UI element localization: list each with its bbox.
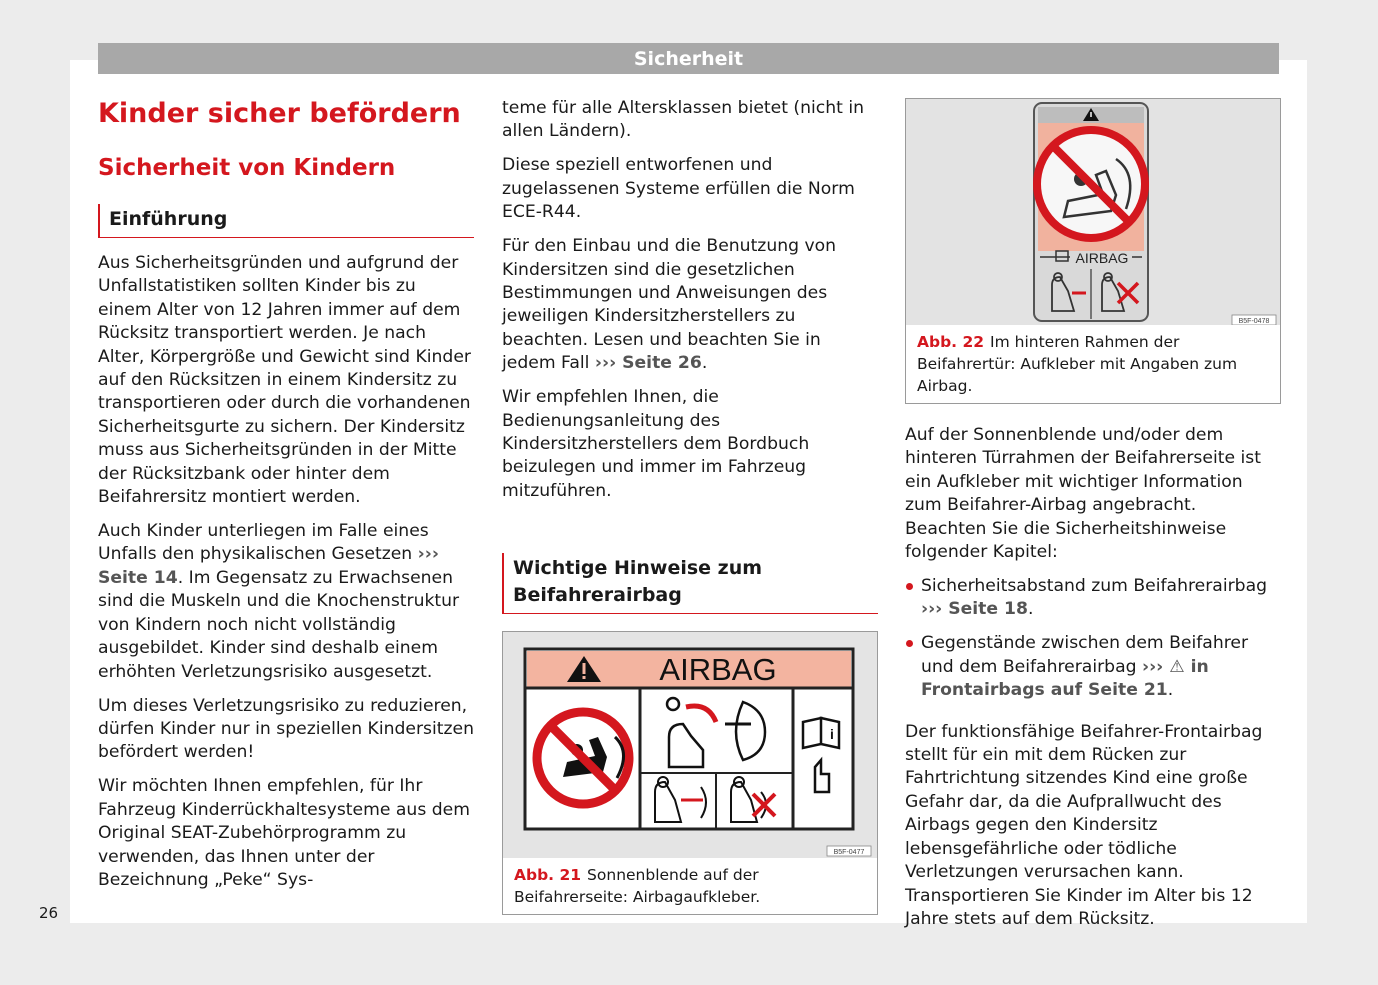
page-reference-link[interactable]: ››› Seite 18 [921, 599, 1028, 620]
paragraph: Wir möchten Ihnen empfehlen, für Ihr Fahrzeug Kinderrückhaltesysteme aus dem Original SEAT-Zubehörprogramm zu verwenden, das Ihnen unter der Bezeichnung „Peke“ Sys- [98, 776, 470, 890]
figure-label: Abb. 21 [514, 866, 582, 885]
figure-caption-text: Sonnenblende auf der Beifahrerseite: Airbagaufkleber. [514, 866, 761, 907]
text: . [1027, 599, 1034, 620]
list-item [905, 575, 1281, 622]
text: Für den Einbau und die Benutzung von Kindersitzen sind die gesetzlichen Bestimmungen und Anweisungen des jeweiligen Kindersitzherstellers zu beachten. Lesen und beachten Sie in jedem Fall [502, 236, 837, 374]
text: Gegenstände zwischen dem Beifahrer und dem Beifahrerairbag [921, 633, 1249, 677]
paragraph: teme für alle Altersklassen bietet (nicht in allen Ländern). [502, 98, 865, 142]
airbag-sticker-image [503, 632, 877, 858]
chapter-header: Sicherheit [98, 43, 1279, 74]
airbag-sticker-label: AIRBAG [659, 652, 777, 688]
text: . [701, 353, 708, 374]
no-rear-facing-child-seat-icon [537, 712, 629, 804]
page-title: Kinder sicher befördern [98, 98, 461, 129]
page-subtitle: Sicherheit von Kindern [98, 155, 396, 181]
column-3 [905, 98, 1281, 942]
door-frame-sticker-image [906, 99, 1280, 325]
figure-22-caption [906, 325, 1280, 403]
figure-code: B5F-0477 [833, 849, 865, 857]
page-reference-link[interactable]: ››› ⚠ in Frontairbags auf Seite 21 [921, 656, 1209, 701]
svg-text:i: i [830, 726, 834, 743]
airbag-sticker-label: AIRBAG [1075, 250, 1129, 266]
paragraph: Aus Sicherheitsgründen und aufgrund der Unfallstatistiken sollten Kinder bis zu einem Alter von 12 Jahren immer auf dem Rücksitz transportiert werden. Je nach Alter, Körpergröße und Gewicht sind Kinder auf den Rücksitzen in einem Kindersitz zu transportieren oder durch die vorhandenen Sicherheitsgurte zu sichern. Der Kindersitz muss aus Sicherheitsgründen in der Mitte der Rücksitzbank oder hinter dem Beifahrersitz montiert werden. [98, 253, 471, 508]
text: Sicherheitsabstand zum Beifahrerairbag [921, 576, 1268, 597]
paragraph: Diese speziell entworfenen und zugelassenen Systeme erfüllen die Norm ECE-R44. [502, 155, 855, 223]
figure-21-caption [503, 858, 877, 914]
section-heading-beifahrerairbag: Wichtige Hinweise zum Beifahrerairbag [502, 553, 878, 614]
page-reference-link[interactable]: ››› Seite 14 [98, 544, 439, 588]
column-2 [502, 97, 878, 915]
paragraph: Auf der Sonnenblende und/oder dem hinteren Türrahmen der Beifahrerseite ist ein Aufkleber mit wichtiger Information zum Beifahrer-Airbag angebracht. Beachten Sie die Sicherheitshinweise folgender Kapitel: [905, 425, 1261, 563]
text: . [1167, 680, 1174, 701]
figure-22 [905, 98, 1281, 404]
paragraph [98, 520, 474, 684]
figure-code: B5F-0478 [1238, 318, 1270, 325]
paragraph [502, 235, 878, 375]
list-item [905, 632, 1281, 702]
page-number: 26 [39, 904, 59, 922]
section-heading-einfuehrung: Einführung [98, 204, 474, 238]
no-rear-facing-child-seat-icon [1037, 130, 1145, 238]
page-reference-link[interactable]: ››› Seite 26 [594, 353, 702, 374]
text: Auch Kinder unterliegen im Falle eines Unfalls den physikalischen Gesetzen [98, 521, 429, 565]
airbag-sticker-graphic [503, 632, 877, 858]
figure-21 [502, 631, 878, 915]
paragraph: Wir empfehlen Ihnen, die Bedienungsanleitung des Kindersitzherstellers dem Bordbuch beizulegen und immer im Fahrzeug mitzuführen. [502, 387, 810, 501]
door-frame-sticker-graphic [906, 99, 1280, 325]
column-1 [98, 96, 474, 903]
text: . Im Gegensatz zu Erwachsenen sind die Muskeln und die Knochenstruktur von Kindern noch nicht vollständig ausgebildet. Kinder sind deshalb einem erhöhten Verletzungsrisiko ausgesetzt. [98, 567, 460, 682]
figure-label: Abb. 22 [917, 333, 985, 351]
paragraph: Um dieses Verletzungsrisiko zu reduzieren, dürfen Kinder nur in speziellen Kindersitzen befördert werden! [98, 695, 474, 763]
paragraph: Der funktionsfähige Beifahrer-Frontairbag stellt für ein mit dem Rücken zur Fahrtrichtung sitzendes Kind eine große Gefahr dar, da die Aufprallwucht des Airbags gegen den Kindersitz lebensgefährliche oder tödliche Verletzungen verursachen kann. Transportieren Sie Kinder im Alter bis 12 Jahre stets auf dem Rücksitz. [905, 721, 1263, 929]
figure-caption-text: Im hinteren Rahmen der Beifahrertür: Aufkleber mit Angaben zum Airbag. [917, 333, 1238, 395]
